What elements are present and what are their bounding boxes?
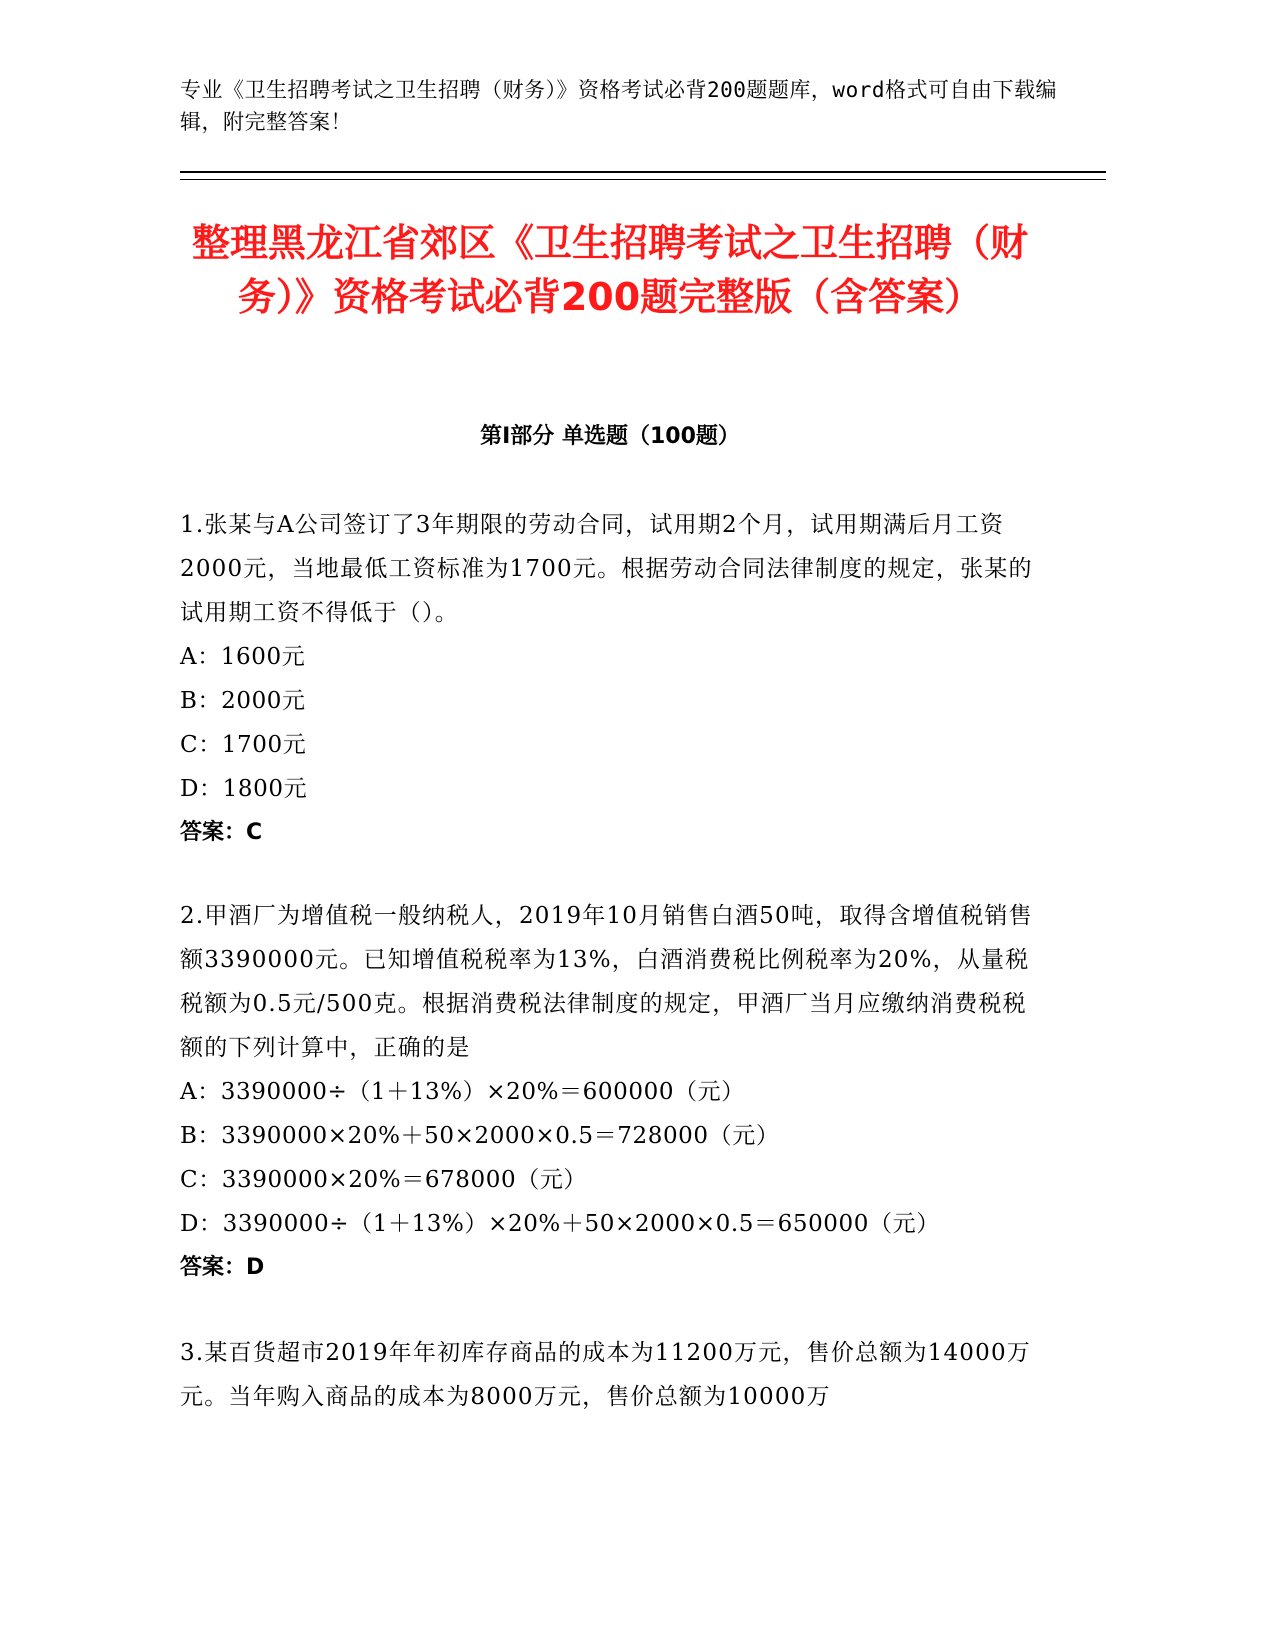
section-heading: 第I部分 单选题（100题） <box>480 424 740 449</box>
document-title: 整理黑龙江省郊区《卫生招聘考试之卫生招聘（财务）》资格考试必背200题完整版（含答案） <box>191 221 1028 319</box>
question-stem: 1.张某与A公司签订了3年期限的劳动合同，试用期2个月，试用期满后月工资2000元，当地最低工资标准为1700元。根据劳动合同法律制度的规定，张某的试用期工资不得低于（）。 <box>180 512 1033 626</box>
question-1 <box>180 503 1040 855</box>
option-a: A：1600元 <box>180 644 306 670</box>
header-note: 专业《卫生招聘考试之卫生招聘（财务）》资格考试必背200题题库，word格式可自由下载编辑，附完整答案！ <box>180 78 1057 134</box>
question-stem: 3.某百货超市2019年年初库存商品的成本为11200万元，售价总额为14000万元。当年购入商品的成本为8000万元，售价总额为10000万 <box>180 1340 1032 1410</box>
option-c: C：1700元 <box>180 732 307 758</box>
question-3 <box>180 1331 1040 1419</box>
option-c: C：3390000×20%＝678000（元） <box>180 1167 588 1193</box>
option-b: B：3390000×20%＋50×2000×0.5＝728000（元） <box>180 1123 780 1149</box>
header-divider-thick <box>180 171 1106 173</box>
answer: 答案：D <box>180 1255 265 1280</box>
option-d: D：1800元 <box>180 776 308 802</box>
question-2 <box>180 894 1040 1290</box>
answer: 答案：C <box>180 820 263 845</box>
option-a: A：3390000÷（1＋13%）×20%＝600000（元） <box>180 1079 745 1105</box>
option-d: D：3390000÷（1＋13%）×20%＋50×2000×0.5＝650000（元） <box>180 1211 940 1237</box>
option-b: B：2000元 <box>180 688 306 714</box>
question-stem: 2.甲酒厂为增值税一般纳税人，2019年10月销售白酒50吨，取得含增值税销售额3390000元。已知增值税税率为13%，白酒消费税比例税率为20%，从量税税额为0.5元/500克。根据消费税法律制度的规定，甲酒厂当月应缴纳消费税税额的下列计算中，正确的是 <box>180 903 1033 1061</box>
header-divider-thin <box>180 179 1106 180</box>
